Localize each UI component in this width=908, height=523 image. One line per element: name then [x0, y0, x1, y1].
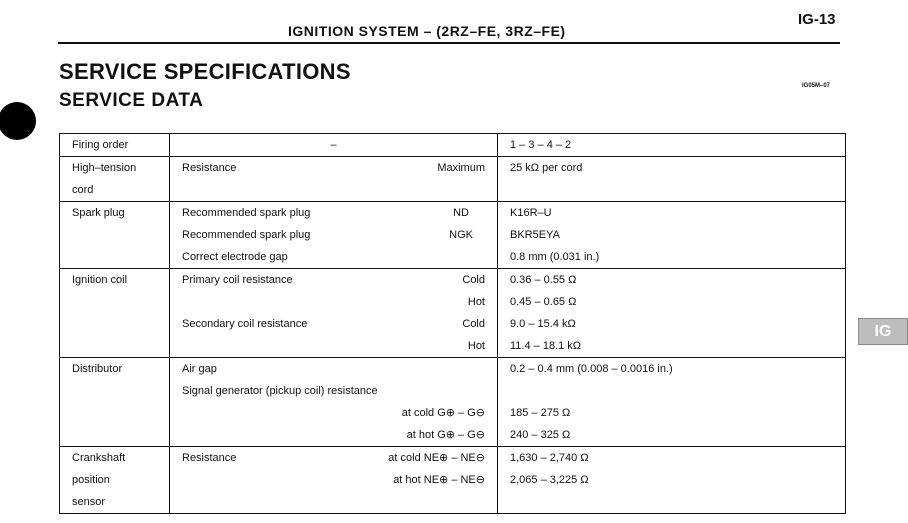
header-rule [58, 42, 840, 44]
param-cell [170, 202, 498, 225]
table-row [60, 202, 846, 225]
table-row [60, 269, 846, 292]
param-cell [170, 447, 498, 470]
item-cell: Firing order [60, 134, 170, 157]
value-cell: 11.4 – 18.1 kΩ [498, 335, 846, 358]
table-row [60, 224, 846, 246]
item-cell [60, 313, 170, 335]
table-row [60, 402, 846, 424]
param-cell: Air gap [170, 358, 498, 381]
condition-label: at hot NE⊕ – NE⊖ [170, 469, 498, 491]
param-cell: Correct electrode gap [170, 246, 498, 269]
value-cell: 1,630 – 2,740 Ω [498, 447, 846, 470]
param-cell: Signal generator (pickup coil) resistance [170, 380, 498, 402]
value-cell: 25 kΩ per cord [498, 157, 846, 180]
param-cell [170, 157, 498, 180]
value-cell: K16R–U [498, 202, 846, 225]
condition-label: Maximum [437, 162, 485, 174]
item-cell: Crankshaft [60, 447, 170, 470]
item-cell: position [60, 469, 170, 491]
item-cell [60, 424, 170, 447]
table-row [60, 469, 846, 491]
value-cell: 240 – 325 Ω [498, 424, 846, 447]
table-row [60, 491, 846, 514]
item-cell: Spark plug [60, 202, 170, 225]
condition-label: ND [453, 207, 469, 219]
item-cell [60, 224, 170, 246]
condition-label: at hot G⊕ – G⊖ [170, 424, 498, 447]
condition-label: at cold NE⊕ – NE⊖ [388, 452, 485, 464]
condition-label: Hot [170, 291, 498, 313]
value-cell [498, 380, 846, 402]
value-cell: 0.2 – 0.4 mm (0.008 – 0.0016 in.) [498, 358, 846, 381]
item-cell: High–tension [60, 157, 170, 180]
document-code: IG05M–07 [802, 83, 831, 89]
item-cell: sensor [60, 491, 170, 514]
param-cell [170, 313, 498, 335]
header-title: IGNITION SYSTEM – (2RZ–FE, 3RZ–FE) [288, 23, 566, 39]
value-cell: 0.45 – 0.65 Ω [498, 291, 846, 313]
param-cell: – [170, 134, 498, 157]
bullet-dot-icon [0, 102, 36, 140]
value-cell: BKR5EYA [498, 224, 846, 246]
param-label: Recommended spark plug [182, 207, 311, 219]
page-number: IG-13 [798, 11, 836, 28]
condition-label: NGK [449, 229, 473, 241]
param-label: Secondary coil resistance [182, 318, 308, 330]
param-label: Resistance [182, 162, 237, 174]
value-cell [498, 491, 846, 514]
table-row [60, 179, 846, 202]
table-row [60, 335, 846, 358]
param-label: Recommended spark plug [182, 229, 311, 241]
value-cell: 0.36 – 0.55 Ω [498, 269, 846, 292]
value-cell: 0.8 mm (0.031 in.) [498, 246, 846, 269]
param-cell [170, 179, 498, 202]
value-cell [498, 179, 846, 202]
value-cell: 2,065 – 3,225 Ω [498, 469, 846, 491]
item-cell [60, 402, 170, 424]
condition-label: Hot [170, 335, 498, 358]
section-title: SERVICE SPECIFICATIONS [59, 59, 351, 84]
param-label: Primary coil resistance [182, 274, 293, 286]
section-tab-ig[interactable]: IG [858, 318, 908, 345]
item-cell [60, 380, 170, 402]
table-row [60, 358, 846, 381]
item-cell: Distributor [60, 358, 170, 381]
section-subtitle: SERVICE DATA [59, 90, 204, 111]
item-cell [60, 246, 170, 269]
item-cell: cord [60, 179, 170, 202]
param-cell [170, 269, 498, 292]
value-cell: 9.0 – 15.4 kΩ [498, 313, 846, 335]
condition-label: at cold G⊕ – G⊖ [170, 402, 498, 424]
table-row [60, 313, 846, 335]
table-row [60, 157, 846, 180]
condition-label: Cold [462, 318, 485, 330]
param-cell [170, 491, 498, 514]
table-row [60, 380, 846, 402]
service-data-table [59, 133, 846, 514]
condition-label: Cold [462, 274, 485, 286]
table-row [60, 291, 846, 313]
item-cell [60, 335, 170, 358]
table-row [60, 424, 846, 447]
param-cell [170, 224, 498, 246]
param-label: Resistance [182, 452, 237, 464]
item-cell: Ignition coil [60, 269, 170, 292]
table-row [60, 246, 846, 269]
item-cell [60, 291, 170, 313]
table-row [60, 447, 846, 470]
table-row [60, 134, 846, 157]
value-cell: 1 – 3 – 4 – 2 [498, 134, 846, 157]
value-cell: 185 – 275 Ω [498, 402, 846, 424]
